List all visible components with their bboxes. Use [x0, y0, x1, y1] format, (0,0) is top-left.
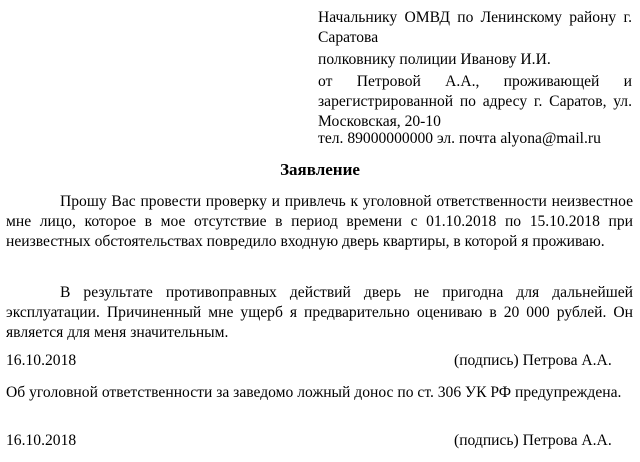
signature-row-1 [6, 351, 633, 371]
signature-name: (подпись) Петрова А.А. [454, 352, 612, 369]
body-paragraph-1: Прошу Вас провести проверку и привлечь к уголовной ответственности неизвестное мне лицо, которое в мое отсутствие в период времени с 01.10.2018 по 15.10.2018 при неизвестных обстоятельствах повредило входную дверь квартиры, в которой я проживаю. [6, 193, 633, 250]
document-title: Заявление [280, 160, 360, 179]
signature-row-2 [6, 431, 633, 451]
official-line: полковнику полиции Иванову И.И. [318, 51, 551, 68]
body-paragraph-2: В результате противоправных действий дверь не пригодна для дальнейшей эксплуатации. Причиненный мне ущерб я предварительно оцениваю в 20 000 рублей. Он является для меня значительным. [6, 284, 633, 341]
addressee-line: Начальнику ОМВД по Ленинскому району г. Саратова [318, 9, 632, 46]
warning-paragraph: Об уголовной ответственности за заведомо ложный донос по ст. 306 УК РФ предупреждена. [6, 384, 622, 401]
signature-date: 16.10.2018 [6, 432, 77, 449]
signature-date: 16.10.2018 [6, 352, 77, 369]
signature-name: (подпись) Петрова А.А. [454, 432, 612, 449]
contacts-line: тел. 89000000000 эл. почта alyona@mail.ru [318, 130, 601, 147]
sender-line: от Петровой А.А., проживающей и зарегистрированной по адресу г. Саратов, ул. Московская, 20-10 [318, 73, 632, 130]
